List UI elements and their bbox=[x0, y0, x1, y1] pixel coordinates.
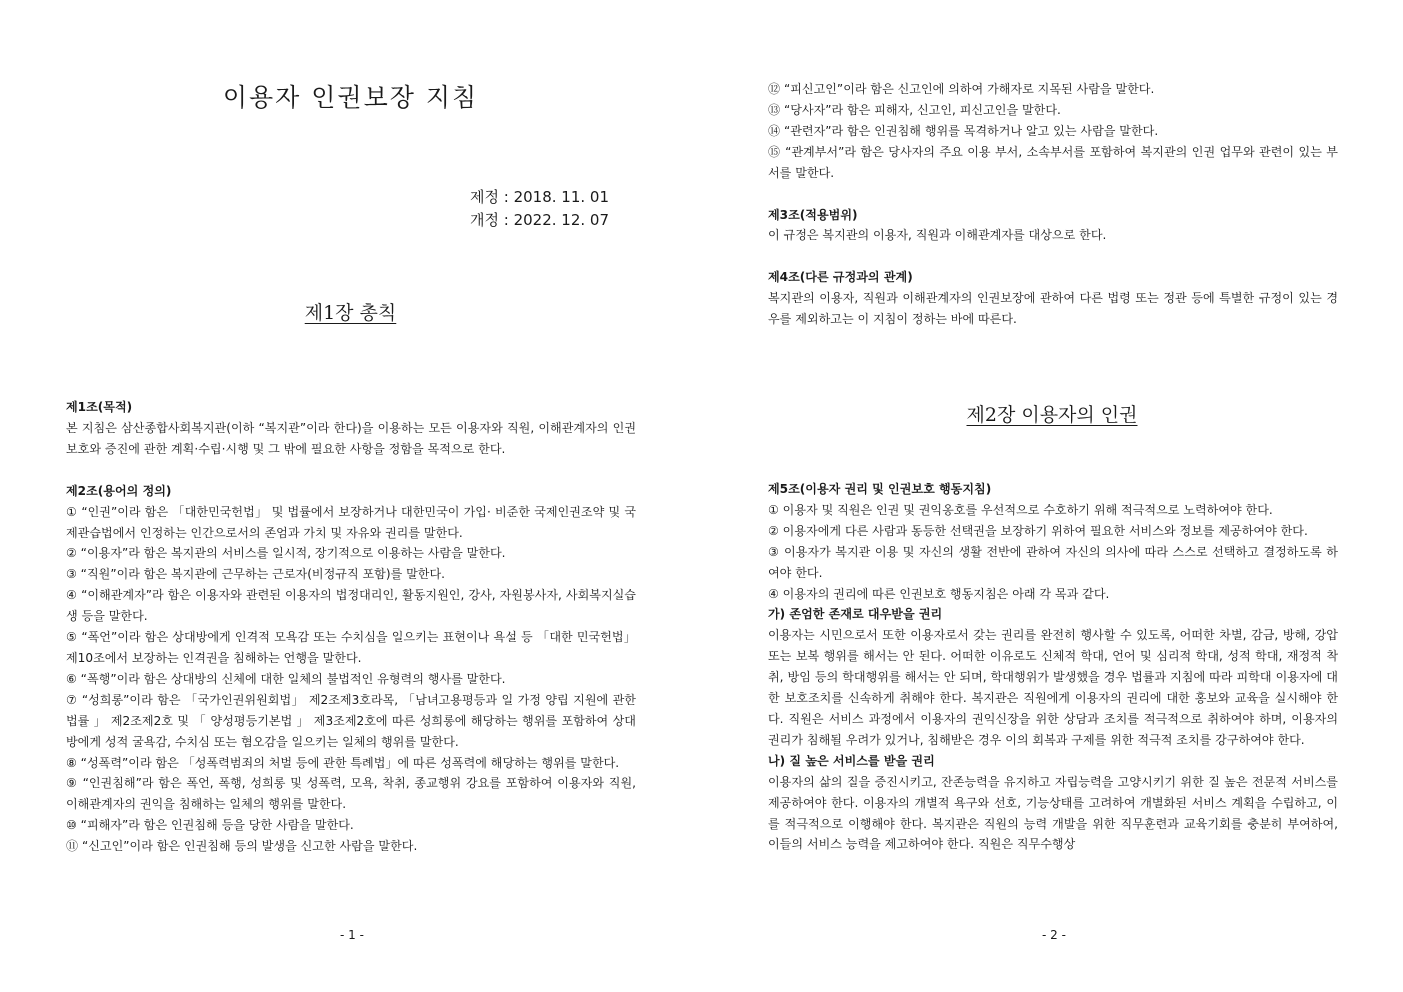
guideline-item: ④ 이용자의 권리에 따른 인권보호 행동지침은 아래 각 목과 같다. bbox=[768, 586, 1110, 601]
document-title: 이용자 인권보장 지침 bbox=[222, 83, 479, 112]
page-number: - 1 - bbox=[340, 928, 364, 942]
definition-item: ⑫ “피신고인”이라 함은 신고인에 의하여 가해자로 지목된 사람을 말한다. bbox=[768, 82, 1155, 96]
guideline-item: ③ 이용자가 복지관 이용 및 자신의 생활 전반에 관하여 자신의 의사에 따라 스스로 선택하고 결정하도록 하여야 한다. bbox=[768, 544, 1338, 580]
definition-item: ⑥ “폭행”이라 함은 상대방의 신체에 대한 일체의 불법적인 유형력의 행사를 말한다. bbox=[66, 671, 506, 686]
definition-item: ② “이용자”라 함은 복지관의 서비스를 일시적, 장기적으로 이용하는 사람을 말한다. bbox=[66, 546, 506, 561]
article-2-title: 제2조(용어의 정의) bbox=[66, 483, 172, 498]
revision-date: 개정 : 2022. 12. 07 bbox=[470, 211, 609, 229]
page-2-bottom-body bbox=[768, 479, 1338, 855]
sub-b-text: 이용자의 삶의 질을 증진시키고, 잔존능력을 유지하고 자립능력을 고양시키기 위한 질 높은 전문적 서비스를 제공하여야 한다. 이용자의 개별적 욕구와 선호, 기능상태를 고려하여 개별화된 서비스 계획을 수립하고, 이를 적극적으로 이행해야 한다. 복지관은 직원의 능력 개발을 위한 직무훈련과 교육기회를 충분히 부여하여, 이들의 서비스 능력을 제고하여야 한다. 직원은 직무수행상 bbox=[768, 774, 1338, 852]
page-1 bbox=[0, 0, 701, 992]
article-3-text: 이 규정은 복지관의 이용자, 직원과 이해관계자를 대상으로 한다. bbox=[768, 228, 1107, 243]
definition-item: ⑩ “피해자”라 함은 인권침해 등을 당한 사람을 말한다. bbox=[66, 818, 354, 833]
page-number: - 2 - bbox=[1042, 928, 1066, 942]
definition-item: ① “인권”이라 함은 「대한민국헌법」 및 법률에서 보장하거나 대한민국이 가입· 비준한 국제인권조약 및 국제관습법에서 인정하는 인간으로서의 존엄과 가치 및 자유와 권리를 말한다. bbox=[66, 504, 636, 540]
article-4-title: 제4조(다른 규정과의 관계) bbox=[768, 270, 913, 285]
enactment-date: 제정 : 2018. 11. 01 bbox=[470, 188, 609, 206]
article-5-title: 제5조(이용자 권리 및 인권보호 행동지침) bbox=[768, 482, 992, 496]
page-1-body bbox=[66, 397, 636, 857]
definition-item: ⑪ “신고인”이라 함은 인권침해 등의 발생을 신고한 사람을 말한다. bbox=[66, 839, 418, 854]
chapter-1-heading: 제1장 총칙 bbox=[304, 302, 397, 324]
sub-a-title: 가) 존엄한 존재로 대우받을 권리 bbox=[768, 607, 943, 622]
definition-item: ⑧ “성폭력”이라 함은 「성폭력범죄의 처벌 등에 관한 특례법」에 따른 성폭력에 해당하는 행위를 말한다. bbox=[66, 755, 620, 770]
article-4-text: 복지관의 이용자, 직원과 이해관계자의 인권보장에 관하여 다른 법령 또는 정관 등에 특별한 규정이 있는 경우를 제외하고는 이 지침이 정하는 바에 따른다. bbox=[768, 291, 1338, 327]
definition-item: ⑬ “당사자”라 함은 피해자, 신고인, 피신고인을 말한다. bbox=[768, 102, 1061, 117]
page-2-top-body bbox=[768, 79, 1338, 330]
page-2 bbox=[701, 0, 1403, 992]
article-1-title: 제1조(목적) bbox=[66, 400, 133, 414]
article-1-text: 본 지침은 삼산종합사회복지관(이하 “복지관”이라 한다)을 이용하는 모든 이용자와 직원, 이해관계자의 인권 보호와 증진에 관한 계획·수립·시행 및 그 밖에 필요한 사항을 정함을 목적으로 한다. bbox=[66, 420, 636, 456]
definition-item: ⑭ “관련자”라 함은 인권침해 행위를 목격하거나 알고 있는 사람을 말한다. bbox=[768, 123, 1159, 138]
definition-item: ⑮ “관계부서”라 함은 당사자의 주요 이용 부서, 소속부서를 포함하여 복지관의 인권 업무와 관련이 있는 부서를 말한다. bbox=[768, 144, 1338, 180]
guideline-item: ① 이용자 및 직원은 인권 및 권익옹호를 우선적으로 수호하기 위해 적극적으로 노력하여야 한다. bbox=[768, 502, 1273, 517]
definition-item: ⑦ “성희롱”이라 함은 「국가인권위원회법」 제2조제3호라목, 「남녀고용평등과 일 가정 양립 지원에 관한 법률 」 제2조제2호 및 「 양성평등기본법 」 제3조제2호에 따른 성희롱에 해당하는 행위를 포함하여 상대방에게 성적 굴욕감, 수치심 또는 혐오감을 일으키는 일체의 행위를 말한다. bbox=[66, 692, 636, 749]
sub-a-text: 이용자는 시민으로서 또한 이용자로서 갖는 권리를 완전히 행사할 수 있도록, 어떠한 차별, 감금, 방해, 강압 또는 보복 행위를 해서는 안 된다. 어떠한 이유로도 신체적 학대, 언어 및 심리적 학대, 성적 학대, 재정적 착취, 방임 등의 학대행위를 해서는 안 되며, 학대행위가 발생했을 경우 법률과 지침에 따라 피학대 이용자에 대한 보호조치를 신속하게 취해야 한다. 복지관은 직원에게 이용자의 권리에 대한 홍보와 교육을 실시해야 한다. 직원은 서비스 과정에서 이용자의 권익신장을 위한 상담과 조치를 적극적으로 취하여야 하며, 이용자의 권리가 침해될 우려가 있거나, 침해받은 경우 이의 회복과 구제를 위한 적극적 조치를 강구하여야 한다. bbox=[768, 628, 1338, 747]
definition-item: ⑨ “인권침해”라 함은 폭언, 폭행, 성희롱 및 성폭력, 모욕, 착취, 종교행위 강요를 포함하여 이용자와 직원, 이해관계자의 권익을 침해하는 일체의 행위를 말한다. bbox=[66, 776, 636, 812]
definition-item: ⑤ “폭언”이라 함은 상대방에게 인격적 모욕감 또는 수치심을 일으키는 표현이나 욕설 등 「대한 민국헌법」 제10조에서 보장하는 인격권을 침해하는 언행을 말한다. bbox=[66, 630, 636, 665]
chapter-2-heading: 제2장 이용자의 인권 bbox=[966, 404, 1138, 426]
sub-b-title: 나) 질 높은 서비스를 받을 권리 bbox=[768, 753, 935, 768]
revision-dates bbox=[470, 186, 609, 232]
article-3-title: 제3조(적용범위) bbox=[768, 207, 858, 222]
definition-item: ③ “직원”이라 함은 복지관에 근무하는 근로자(비정규직 포함)를 말한다. bbox=[66, 567, 445, 582]
guideline-item: ② 이용자에게 다른 사람과 동등한 선택권을 보장하기 위하여 필요한 서비스와 정보를 제공하여야 한다. bbox=[768, 523, 1308, 538]
definition-item: ④ “이해관계자”라 함은 이용자와 관련된 이용자의 법정대리인, 활동지원인, 강사, 자원봉사자, 사회복지실습생 등을 말한다. bbox=[66, 588, 636, 624]
